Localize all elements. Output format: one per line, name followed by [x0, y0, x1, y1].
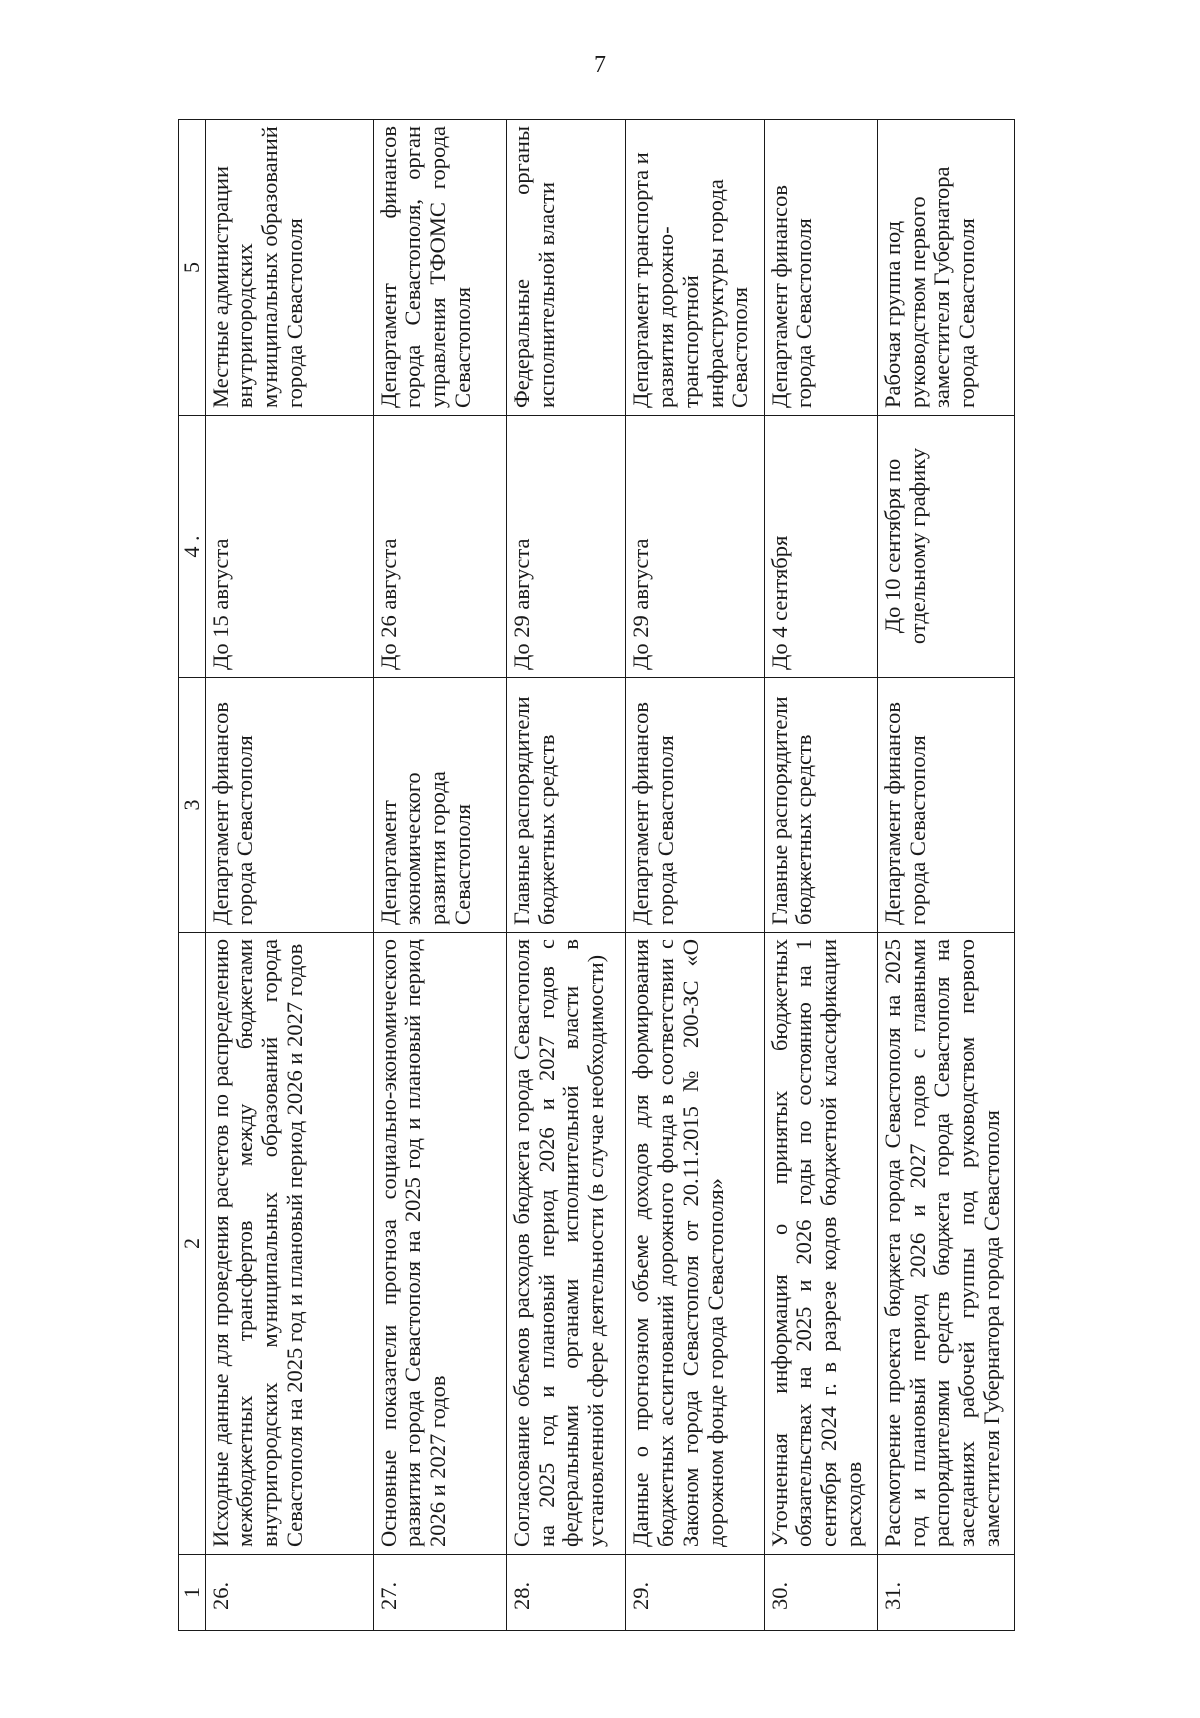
- row-number: 28.: [506, 1555, 625, 1631]
- row-executor: Департамент транспорта и развития дорожно-транспортной инфраструктуры города Севастополя: [626, 120, 764, 416]
- row-responsible: Департамент финансов города Севастополя: [205, 678, 373, 933]
- table-header-row: [179, 120, 206, 1631]
- row-deadline: До 10 сентября по отдельному графику: [877, 416, 1014, 678]
- row-number: 27.: [373, 1555, 506, 1631]
- row-deadline: До 29 августа: [626, 416, 764, 678]
- row-description: Исходные данные для проведения расчетов по распределению межбюджетных трансфертов между бюджетами внутригородских муниципальных образований города Севастополя на 2025 год и плановый период 2026 и 2027 годов: [205, 933, 373, 1555]
- column-header-deadline: 4 .: [179, 416, 206, 678]
- row-responsible: Главные распорядители бюджетных средств: [506, 678, 625, 933]
- row-executor: Департамент финансов города Севастополя: [764, 120, 877, 416]
- row-responsible: Департамент экономического развития города Севастополя: [373, 678, 506, 933]
- table-row: [764, 120, 877, 1631]
- table-row: [626, 120, 764, 1631]
- table-row: [373, 120, 506, 1631]
- schedule-table-frame: [178, 120, 1015, 1631]
- row-responsible: Главные распорядители бюджетных средств: [764, 678, 877, 933]
- row-description: Основные показатели прогноза социально-экономического развития города Севастополя на 2025 год и плановый период 2026 и 2027 годов: [373, 933, 506, 1555]
- row-description: Уточненная информация о принятых бюджетных обязательствах на 2025 и 2026 годы по состоянию на 1 сентября 2024 г. в разрезе кодов бюджетной классификации расходов: [764, 933, 877, 1555]
- row-responsible: Департамент финансов города Севастополя: [626, 678, 764, 933]
- rotated-table-wrapper: [178, 120, 1015, 1631]
- row-executor: Рабочая группа под руководством первого заместителя Губернатора города Севастополя: [877, 120, 1014, 416]
- row-description: Рассмотрение проекта бюджета города Севастополя на 2025 год и плановый период 2026 и 2027 годов с главными распорядителями средств бюджета города Севастополя на заседаниях рабочей группы под руководством первого заместителя Губернатора города Севастополя: [877, 933, 1014, 1555]
- column-header-responsible: 3: [179, 678, 206, 933]
- schedule-table: [178, 119, 1015, 1631]
- row-number: 31.: [877, 1555, 1014, 1631]
- row-number: 30.: [764, 1555, 877, 1631]
- table-row: [877, 120, 1014, 1631]
- column-header-number: 1: [179, 1555, 206, 1631]
- row-deadline: До 29 августа: [506, 416, 625, 678]
- row-executor: Департамент финансов города Севастополя, орган управления ТФОМС города Севастополя: [373, 120, 506, 416]
- row-number: 29.: [626, 1555, 764, 1631]
- row-description: Согласование объемов расходов бюджета города Севастополя на 2025 год и плановый период 2026 и 2027 годов с федеральными органами исполнительной власти в установленной сфере деятельности (в случае необходимости): [506, 933, 625, 1555]
- table-row: [205, 120, 373, 1631]
- row-responsible: Департамент финансов города Севастополя: [877, 678, 1014, 933]
- column-header-description: 2: [179, 933, 206, 1555]
- table-row: [506, 120, 625, 1631]
- row-deadline: До 15 августа: [205, 416, 373, 678]
- column-header-executor: 5: [179, 120, 206, 416]
- row-executor: Местные администрации внутригородских муниципальных образований города Севастополя: [205, 120, 373, 416]
- row-number: 26.: [205, 1555, 373, 1631]
- row-deadline: До 4 сентября: [764, 416, 877, 678]
- page-number: 7: [594, 52, 606, 78]
- row-description: Данные о прогнозном объеме доходов для формирования бюджетных ассигнований дорожного фонда в соответствии с Законом города Севастополя от 20.11.2015 № 200-ЗС «О дорожном фонде города Севастополя»: [626, 933, 764, 1555]
- row-deadline: До 26 августа: [373, 416, 506, 678]
- row-executor: Федеральные органы исполнительной власти: [506, 120, 625, 416]
